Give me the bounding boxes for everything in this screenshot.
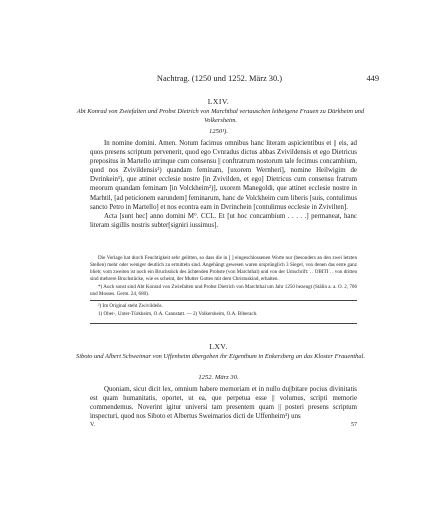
footnote: 1) Ober-, Unter-Türkheim, O.A. Cannstatt. — 2) Volkersheim, O.A. Biberach. bbox=[98, 310, 258, 317]
footnote-rule bbox=[90, 300, 357, 301]
document-number-lxv: LXV. bbox=[209, 342, 228, 351]
signature-mark: V. bbox=[90, 422, 96, 428]
document-heading-lxv: Siboto und Albert Schweimar von Uffenheim übergeben ihr Eigenthum in Enkersberg an das Kloster Frauenthal. bbox=[76, 353, 365, 360]
note-paragraph: *) Auch sonst sind Abt Konrad von Zwiefalten und Probst Dietrich von Marchthal um Jahr 1250 bezeugt (Stälin a. a. O. 2, 706 und Mosses. Germ. 24, 680). bbox=[90, 283, 357, 297]
footnote: ²) Im Original steht Zwivilden̄s. bbox=[98, 303, 163, 309]
page-number: 449 bbox=[366, 74, 379, 83]
document-date-lxv: 1252. März 30. bbox=[198, 374, 239, 381]
footnotes-lxiv bbox=[90, 303, 357, 319]
paragraph: Quoniam, sicut dicit lex, omnium habere memoriam et in nullo du||bitare pocius divinitatis est quam humanitatis, oportet, ut ea, que perpetua esse || volumus, scripti memorie commendemus. Noverint igitur universi tam presentem quam || posteri presens scriptum inspecturi, quod nos Siboto et Albertus Sweimarios dicti de Uffenheim¹) uns bbox=[90, 386, 357, 421]
note-paragraph: Die Vorlage hat durch Feuchtigkeit sehr gelitten, so dass die in [ ] eingeschlossenen Worte nur (besonders an den zwei letzten Stellen) mehr oder weniger deutlich zu ermitteln sind. Angehängt gewesen waren ursprünglich 3 Siegel, von denen das erste ganz blieb; vom zweiten ist noch ein Bruchstück des ächtenden Probste (von Marchthal) und von der Umschrift: . . OBITI . . von dritten sind mehrere Bruchstücke, wie es scheint, der Mutter Gottes mit dem Christuskind, erhalten. bbox=[90, 255, 357, 282]
document-date-lxiv: 1250¹). bbox=[208, 128, 228, 135]
paragraph: In nomine domini. Amen. Notum facimus omnibus hanc literam aspicientibus et || eis, ad quos presens scriptum pervenerit, quod ego Cvnradus dictus abbas Zvivildensis et ego Dietricus prepositus in Martello utrinque cum consensu || conftratrum nostorum tale fecimus concambium, quod nos Zvivildensis²) quandam feminam, [uxorem Wernheri], nomine Heilwigim de Dvrinkein¹), que attinet ecclesie nostre [in Zvivilden, et ego] Dietricus cum consensu fratrum meorum quandam feminam [in Volckheim²)], uxorem Manegoldi, que attinet ecclesie nostre in Marhtil, [ad peticionem earundem] feminarum, hanc de Volckheim cum liberis [suis, contulimus sancto Petro in Martello] et nos econtra eam in Dvrinchein [contulimus ecclesie in Zvivilten]. bbox=[90, 140, 357, 211]
document-number-lxiv: LXIV. bbox=[207, 97, 230, 106]
editorial-notes-lxiv bbox=[90, 255, 357, 298]
document-body-lxiv bbox=[90, 139, 357, 230]
sheet-number: 57 bbox=[351, 422, 357, 428]
running-head bbox=[60, 74, 379, 86]
paragraph: Acta [sunt hec] anno domini M°. CCL. Et [ut hoc concambium . . . . .] permaneat, hanc literam sigillis nostris subter[signiri iussimus]. bbox=[90, 212, 357, 229]
running-head-title: Nachtrag. (1250 und 1252. März 30.) bbox=[156, 74, 283, 83]
section-divider bbox=[90, 323, 357, 324]
document-heading-lxiv: Abt Konrad von Zwiefalten und Probst Dietrich von Marchthal vertauschen leibeigene Frauen zu Dürkheim und Volkersheim. bbox=[76, 108, 365, 124]
document-body-lxv bbox=[90, 385, 357, 421]
